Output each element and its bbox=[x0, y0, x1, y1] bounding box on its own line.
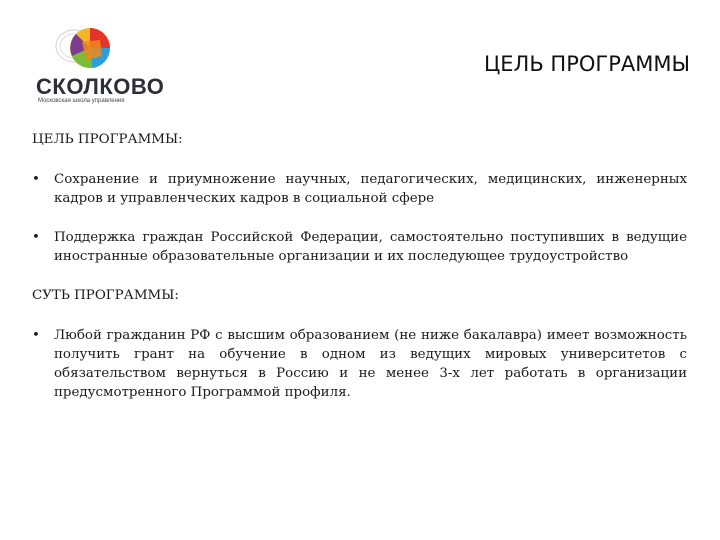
essence-item-text: Любой гражданин РФ с высшим образованием (не ниже бакалавра) имеет возможность получить грант на обучение в одном из ведущих мировых университетов с обязательством вернуться в Россию и не менее 3-х лет работать в организации предусмотренного Программой профиля. bbox=[54, 328, 687, 400]
goal-list bbox=[32, 170, 687, 266]
goal-item-text: Сохранение и приумножение научных, педагогических, медицинских, инженерных кадров и управленческих кадров в социальной сфере bbox=[54, 172, 687, 206]
bullet-icon: • bbox=[32, 172, 40, 187]
goal-heading: ЦЕЛЬ ПРОГРАММЫ: bbox=[32, 132, 183, 147]
slide-title: ЦЕЛЬ ПРОГРАММЫ bbox=[483, 52, 690, 76]
skolkovo-emblem-icon bbox=[52, 22, 122, 78]
goal-item-text: Поддержка граждан Российской Федерации, самостоятельно поступивших в ведущие иностранные образовательные организации и их последующее трудоустройство bbox=[54, 230, 687, 264]
logo-wordmark: СКОЛКОВО bbox=[36, 74, 165, 99]
slide-content bbox=[32, 130, 687, 422]
list-item bbox=[32, 228, 687, 266]
essence-list bbox=[32, 326, 687, 402]
skolkovo-logo bbox=[32, 22, 165, 112]
bullet-icon: • bbox=[32, 328, 40, 343]
bullet-icon: • bbox=[32, 230, 40, 245]
list-item bbox=[32, 170, 687, 208]
list-item bbox=[32, 326, 687, 402]
logo-tagline: Московская школа управления bbox=[38, 98, 125, 104]
essence-heading: СУТЬ ПРОГРАММЫ: bbox=[32, 288, 179, 303]
